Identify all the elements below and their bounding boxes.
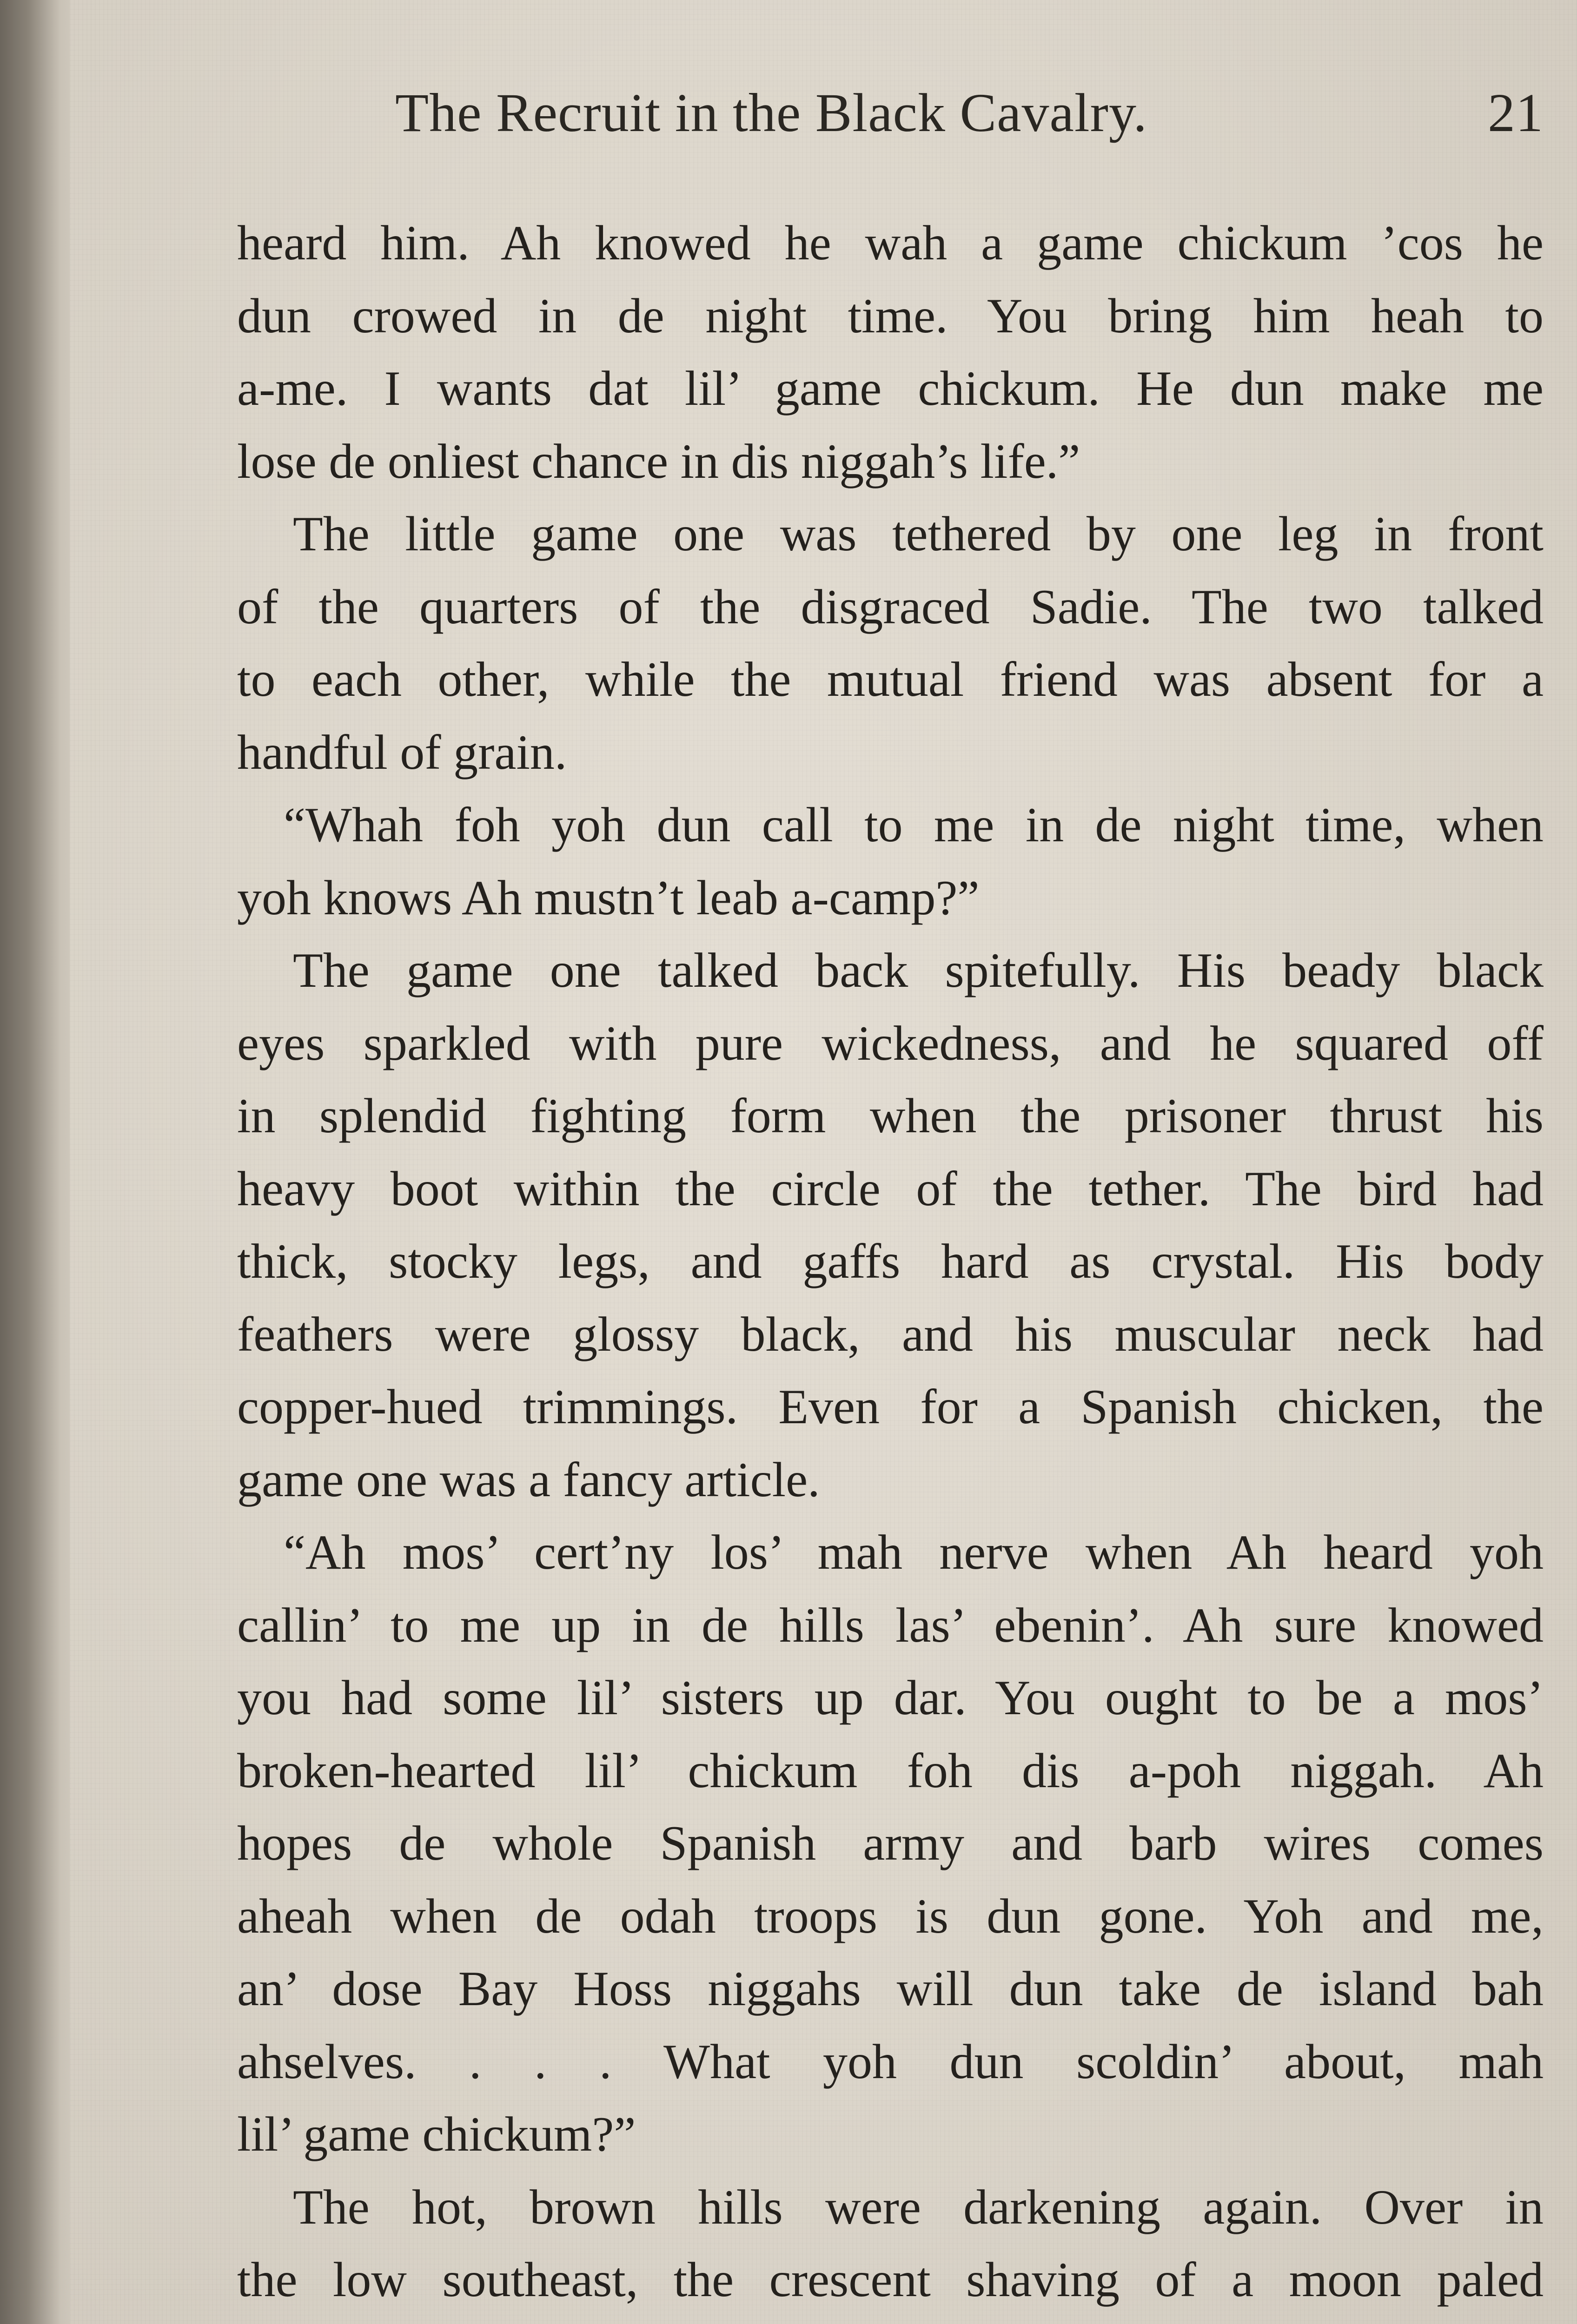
text-line: ahselves. . . . What yoh dun scoldin’ about, mah [237, 2034, 1544, 2089]
text-line: handful of grain. [237, 725, 567, 779]
page-number: 21 [1488, 82, 1544, 143]
book-page [70, 0, 1577, 2324]
text-line: “Whah foh yoh dun call to me in de night time, when [284, 798, 1544, 852]
text-line: of the quarters of the disgraced Sadie. The two talked [237, 579, 1544, 634]
text-line: lil’ game chickum?” [237, 2107, 636, 2161]
text-line: dun crowed in de night time. You bring him heah to [237, 288, 1544, 343]
text-line: “Ah mos’ cert’ny los’ mah nerve when Ah heard yoh [284, 1525, 1544, 1579]
text-line: aheah when de odah troops is dun gone. Yoh and me, [237, 1888, 1544, 1943]
text-line: a-me. I wants dat lil’ game chickum. He dun make me [237, 361, 1544, 416]
text-line: broken-hearted lil’ chickum foh dis a-poh niggah. Ah [237, 1743, 1544, 1798]
page-header [395, 81, 1544, 146]
text-line: heard him. Ah knowed he wah a game chickum ’cos he [237, 216, 1544, 270]
text-line: The little game one was tethered by one leg in front [293, 507, 1544, 561]
text-line: lose de onliest chance in dis niggah’s life.” [237, 434, 1080, 489]
text-line: game one was a fancy article. [237, 1452, 820, 1507]
text-line: callin’ to me up in de hills las’ ebenin’. Ah sure knowed [237, 1598, 1544, 1652]
running-title: The Recruit in the Black Cavalry. [395, 82, 1147, 143]
body-text [237, 207, 1544, 2317]
text-line: you had some lil’ sisters up dar. You ought to be a mos’ [237, 1670, 1544, 1725]
text-line: The hot, brown hills were darkening again. Over in [293, 2179, 1544, 2234]
text-line: the low southeast, the crescent shaving of a moon paled [237, 2252, 1544, 2307]
text-line: heavy boot within the circle of the tether. The bird had [237, 1161, 1544, 1216]
text-line: feathers were glossy black, and his muscular neck had [237, 1307, 1544, 1361]
text-line: to each other, while the mutual friend was absent for a [237, 652, 1544, 706]
text-line: eyes sparkled with pure wickedness, and he squared off [237, 1016, 1544, 1070]
text-line: in splendid fighting form when the prisoner thrust his [237, 1089, 1544, 1143]
text-line: yoh knows Ah mustn’t leab a-camp?” [237, 870, 980, 925]
text-line: thick, stocky legs, and gaffs hard as crystal. His body [237, 1234, 1544, 1288]
text-line: copper-hued trimmings. Even for a Spanish chicken, the [237, 1380, 1544, 1434]
text-line: hopes de whole Spanish army and barb wires comes [237, 1816, 1544, 1870]
text-line: an’ dose Bay Hoss niggahs will dun take de island bah [237, 1961, 1544, 2016]
text-line: The game one talked back spitefully. His beady black [293, 943, 1544, 997]
